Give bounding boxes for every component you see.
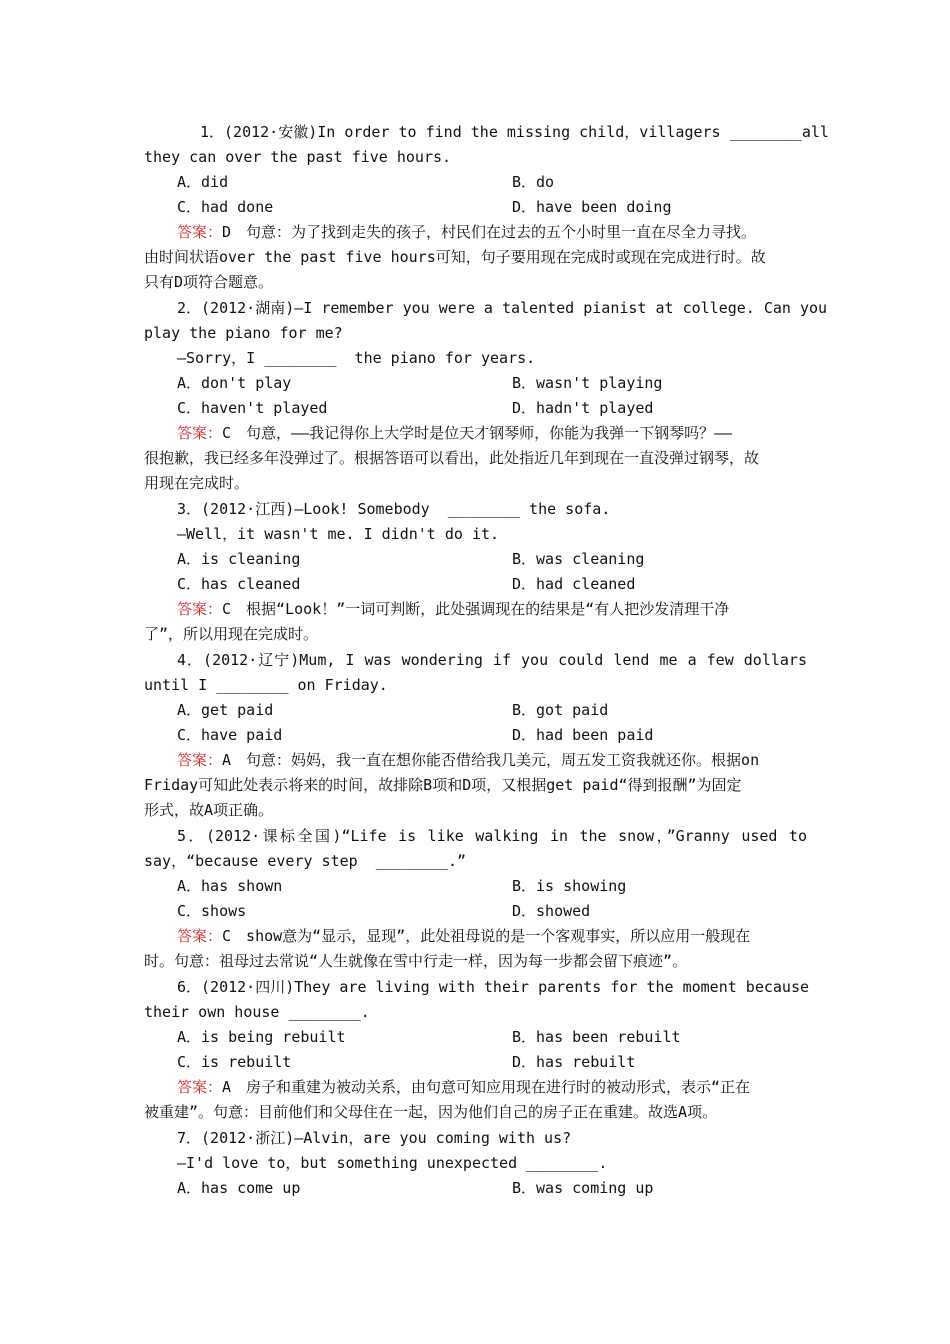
question-1-answer-cont: 只有D项符合题意。 [144, 273, 274, 291]
question-6-option-a: A．is being rebuilt [177, 1028, 346, 1046]
question-3-option-d: D．had cleaned [512, 575, 636, 593]
question-2-stem: 2．(2012·湖南)—I remember you were a talented pianist at college. Can you [177, 299, 828, 317]
question-2-stem: —Sorry，I ________ the piano for years. [177, 349, 536, 367]
question-3-answer [177, 597, 807, 622]
question-6-option-b: B．has been rebuilt [512, 1028, 681, 1046]
question-7-stem: 7．(2012·浙江)—Alvin，are you coming with us? [177, 1129, 572, 1147]
question-5-answer [177, 924, 807, 949]
question-4-option-a: A．get paid [177, 701, 274, 719]
question-2-answer-cont: 很抱歉，我已经多年没弹过了。根据答语可以看出，此处指近几年到现在一直没弹过钢琴，故 [144, 449, 760, 467]
answer-label: 答案： [177, 751, 223, 769]
question-5-stem: say，“because every step ________.” [144, 852, 467, 870]
question-4-answer-cont: Friday可知此处表示将来的时间，故排除B项和D项，又根据get paid“得到报酬”为固定 [144, 776, 742, 794]
question-3-answer-cont: 了”，所以用现在完成时。 [144, 625, 319, 643]
question-5-option-b: B．is showing [512, 877, 627, 895]
question-2-option-a: A．don't play [177, 374, 292, 392]
question-5-option-d: D．showed [512, 902, 591, 920]
answer-text: C 句意，——我记得你上大学时是位天才钢琴师，你能为我弹一下钢琴吗？—— [222, 424, 733, 442]
answer-text: C 根据“Look！”一词可判断，此处强调现在的结果是“有人把沙发清理干净 [222, 600, 730, 618]
answer-label: 答案： [177, 424, 223, 442]
question-3-option-b: B．was cleaning [512, 550, 645, 568]
question-2-option-d: D．hadn't played [512, 399, 654, 417]
question-4-option-b: B．got paid [512, 701, 609, 719]
question-4-answer-cont: 形式，故A项正确。 [144, 801, 274, 819]
question-1-option-c: C．had done [177, 198, 274, 216]
question-6-answer [177, 1075, 807, 1100]
question-7-option-a: A．has come up [177, 1179, 301, 1197]
question-6-answer-cont: 被重建”。句意：目前他们和父母住在一起，因为他们自己的房子正在重建。故选A项。 [144, 1103, 718, 1121]
answer-label: 答案： [177, 1078, 223, 1096]
question-4-stem: 4．(2012·辽宁)Mum, I was wondering if you could lend me a few dollars [177, 651, 807, 669]
question-2-answer [177, 421, 807, 446]
answer-text: A 房子和重建为被动关系，由句意可知应用现在进行时的被动形式，表示“正在 [222, 1078, 751, 1096]
question-1-answer-cont: 由时间状语over the past five hours可知，句子要用现在完成时或现在完成进行时。故 [144, 248, 766, 266]
answer-text: D 句意：为了找到走失的孩子，村民们在过去的五个小时里一直在尽全力寻找。 [222, 223, 757, 241]
answer-label: 答案： [177, 600, 223, 618]
question-4-option-d: D．had been paid [512, 726, 654, 744]
question-4-answer [177, 748, 807, 773]
question-1-option-d: D．have been doing [512, 198, 672, 216]
question-3-stem: 3．(2012·江西)—Look! Somebody ________ the sofa. [177, 500, 611, 518]
answer-text: A 句意：妈妈，我一直在想你能否借给我几美元，周五发工资我就还你。根据on [222, 751, 760, 769]
question-2-stem: play the piano for me? [144, 324, 343, 342]
question-2-option-c: C．haven't played [177, 399, 328, 417]
question-1-option-a: A．did [177, 173, 229, 191]
question-5-stem: 5．(2012·课标全国)“Life is like walking in the snow，”Granny used to [177, 827, 807, 845]
question-3-option-a: A．is cleaning [177, 550, 301, 568]
question-1-option-b: B．do [512, 173, 555, 191]
answer-label: 答案： [177, 223, 223, 241]
question-4-option-c: C．have paid [177, 726, 283, 744]
question-6-stem: 6．(2012·四川)They are living with their parents for the moment because [177, 978, 809, 996]
question-1-stem: 1．(2012·安徽)In order to find the missing child，villagers ________all [200, 123, 829, 141]
question-7-option-b: B．was coming up [512, 1179, 654, 1197]
question-1-answer [177, 220, 807, 245]
question-2-answer-cont: 用现在完成时。 [144, 474, 250, 492]
answer-label: 答案： [177, 927, 223, 945]
question-5-answer-cont: 时。句意：祖母过去常说“人生就像在雪中行走一样，因为每一步都会留下痕迹”。 [144, 952, 688, 970]
question-6-option-c: C．is rebuilt [177, 1053, 292, 1071]
question-7-stem: —I'd love to，but something unexpected ________. [177, 1154, 608, 1172]
question-5-option-a: A．has shown [177, 877, 283, 895]
question-6-stem: their own house ________. [144, 1003, 370, 1021]
question-3-stem: —Well，it wasn't me. I didn't do it. [177, 525, 500, 543]
question-2-option-b: B．wasn't playing [512, 374, 663, 392]
answer-text: C show意为“显示，显现”，此处祖母说的是一个客观事实，所以应用一般现在 [222, 927, 751, 945]
question-4-stem: until I ________ on Friday. [144, 676, 388, 694]
question-5-option-c: C．shows [177, 902, 247, 920]
question-6-option-d: D．has rebuilt [512, 1053, 636, 1071]
question-1-stem: they can over the past five hours. [144, 148, 452, 166]
question-3-option-c: C．has cleaned [177, 575, 301, 593]
